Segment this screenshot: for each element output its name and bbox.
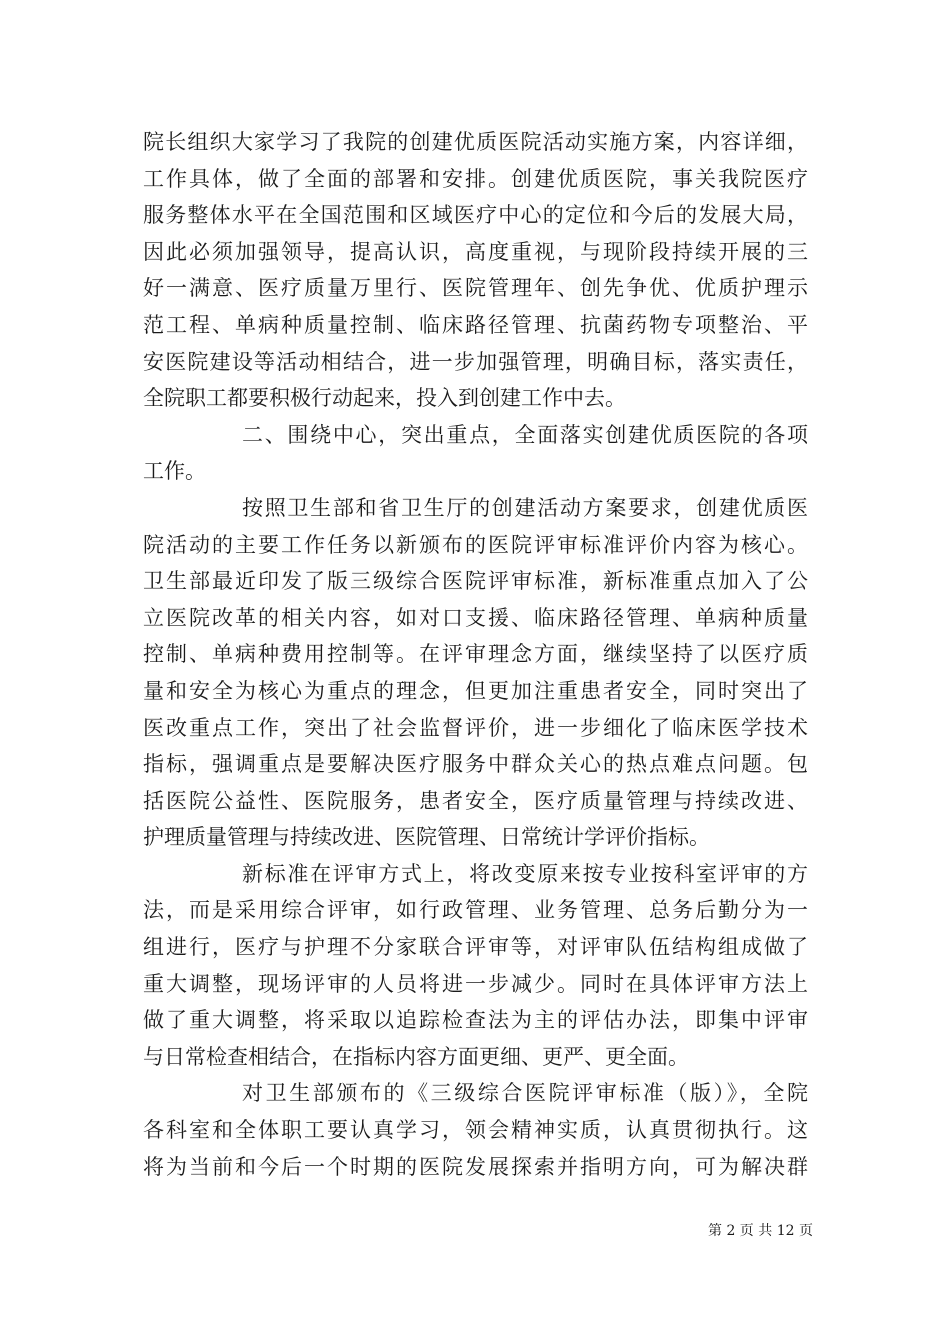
text-line: 括医院公益性、医院服务，患者安全，医疗质量管理与持续改进、 [143, 788, 808, 813]
text-line: 指标，强调重点是要解决医疗服务中群众关心的热点难点问题。包 [143, 752, 808, 777]
text-line: 护理质量管理与持续改进、医院管理、日常统计学评价指标。 [143, 825, 710, 850]
text-line: 安医院建设等活动相结合，进一步加强管理，明确目标，落实责任， [143, 349, 808, 374]
text-line: 法，而是采用综合评审，如行政管理、业务管理、总务后勤分为一 [143, 898, 808, 923]
page-number: 第 2 页 共 12 页 [708, 1223, 813, 1239]
text-line: 与日常检查相结合，在指标内容方面更细、更严、更全面。 [143, 1044, 689, 1069]
text-line: 重大调整，现场评审的人员将进一步减少。同时在具体评审方法上 [143, 971, 808, 996]
text-line: 因此必须加强领导，提高认识，高度重视，与现阶段持续开展的三 [143, 239, 808, 264]
text-line: 全院职工都要积极行动起来，投入到创建工作中去。 [143, 386, 626, 411]
text-line: 院长组织大家学习了我院的创建优质医院活动实施方案，内容详细， [143, 130, 808, 154]
text-line: 量和安全为核心为重点的理念，但更加注重患者安全，同时突出了 [143, 678, 808, 703]
text-line: 做了重大调整，将采取以追踪检查法为主的评估办法，即集中评审 [143, 1008, 808, 1033]
section-heading-line: 二、围绕中心，突出重点，全面落实创建优质医院的各项 [242, 422, 808, 447]
body-text [143, 124, 808, 1185]
text-line: 卫生部最近印发了版三级综合医院评审标准，新标准重点加入了公 [143, 569, 808, 594]
text-line: 新标准在评审方式上，将改变原来按专业按科室评审的方 [242, 861, 808, 886]
text-line: 院活动的主要工作任务以新颁布的医院评审标准评价内容为核心。 [143, 532, 808, 557]
text-line: 服务整体水平在全国范围和区域医疗中心的定位和今后的发展大局， [143, 203, 808, 228]
text-line: 医改重点工作，突出了社会监督评价，进一步细化了临床医学技术 [143, 715, 808, 740]
section-heading-line: 工作。 [143, 459, 206, 484]
text-line: 组进行，医疗与护理不分家联合评审等，对评审队伍结构组成做了 [143, 935, 808, 960]
text-line: 对卫生部颁布的《三级综合医院评审标准（版）》，全院 [242, 1081, 808, 1106]
text-line: 立医院改革的相关内容，如对口支援、临床路径管理、单病种质量 [143, 605, 808, 630]
text-line: 各科室和全体职工要认真学习，领会精神实质，认真贯彻执行。这 [143, 1118, 808, 1143]
text-line: 按照卫生部和省卫生厅的创建活动方案要求，创建优质医 [242, 495, 808, 520]
text-line: 范工程、单病种质量控制、临床路径管理、抗菌药物专项整治、平 [143, 312, 808, 337]
text-line: 将为当前和今后一个时期的医院发展探索并指明方向，可为解决群 [143, 1154, 808, 1179]
text-line: 工作具体，做了全面的部署和安排。创建优质医院，事关我院医疗 [143, 166, 808, 191]
text-line: 控制、单病种费用控制等。在评审理念方面，继续坚持了以医疗质 [143, 642, 808, 667]
text-line: 好一满意、医疗质量万里行、医院管理年、创先争优、优质护理示 [143, 276, 808, 301]
